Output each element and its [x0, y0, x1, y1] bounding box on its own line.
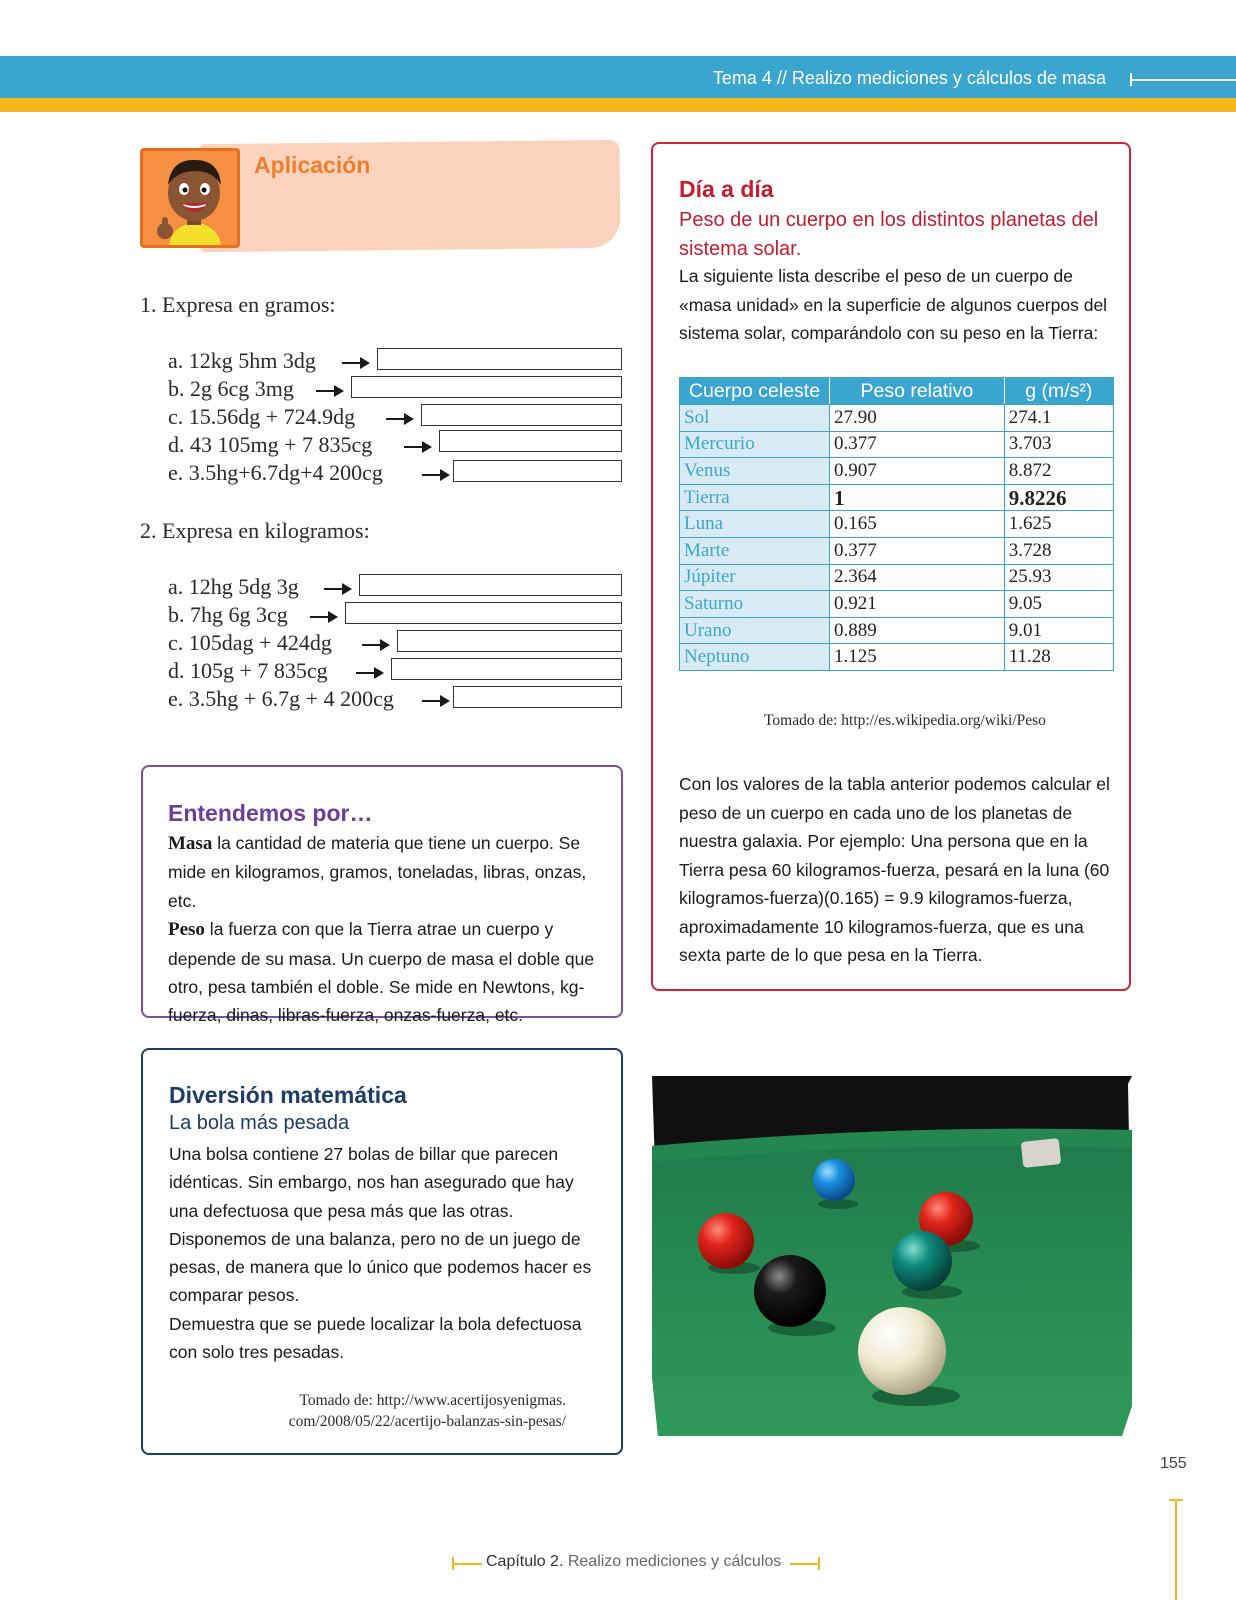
source-line: com/2008/05/22/acertijo-balanzas-sin-pesas/	[288, 1413, 566, 1430]
exercise-1e: e. 3.5hg+6.7dg+4 200cg	[168, 460, 383, 485]
source-line: Tomado de: http://www.acertijosyenigmas.	[299, 1392, 566, 1409]
arrow-icon	[386, 418, 412, 420]
table-header-cell: g (m/s²)	[1004, 378, 1113, 405]
exercise-1c: c. 15.56dg + 724.9dg	[168, 404, 356, 429]
exercise-2c: c. 105dag + 424dg	[168, 630, 332, 655]
answer-box-2b[interactable]	[345, 602, 622, 624]
planet-name-cell: Venus	[680, 458, 830, 485]
table-row	[680, 564, 1114, 591]
table-row	[680, 537, 1114, 564]
answer-box-2c[interactable]	[397, 630, 622, 652]
peso-term: Peso	[168, 919, 205, 941]
diversion-paragraph: Disponemos de una balanza, pero no de un juego de pesas, de manera que lo único que podemos hacer es comparar pesos.	[169, 1228, 592, 1306]
planet-name-cell: Luna	[680, 511, 830, 538]
exercise-2-prompt: 2. Expresa en kilogramos:	[140, 518, 370, 543]
diversion-paragraph: Una bolsa contiene 27 bolas de billar que parecen idénticas. Sin embargo, nos han asegurado que hay una defectuosa que pesa más que las otras.	[169, 1144, 574, 1221]
arrow-icon	[404, 446, 430, 448]
relative-weight-cell: 1	[830, 484, 1005, 511]
exercise-2a: a. 12hg 5dg 3g	[168, 574, 299, 599]
diversion-title: Diversión matemática	[169, 1082, 407, 1108]
diversion-text	[169, 1140, 599, 1366]
arrow-icon	[356, 672, 382, 674]
planet-name-cell: Marte	[680, 537, 830, 564]
relative-weight-cell: 0.921	[830, 591, 1005, 618]
table-header-cell: Peso relativo	[830, 378, 1005, 405]
planet-name-cell: Saturno	[680, 591, 830, 618]
table-row	[680, 511, 1114, 538]
side-rule	[1175, 1500, 1177, 1600]
answer-box-1e[interactable]	[453, 460, 622, 482]
table-row	[680, 484, 1114, 511]
planet-name-cell: Sol	[680, 405, 830, 432]
relative-weight-cell: 2.364	[830, 564, 1005, 591]
planet-name-cell: Júpiter	[680, 564, 830, 591]
gravity-cell: 274.1	[1004, 405, 1113, 432]
exercise-1a: a. 12kg 5hm 3dg	[168, 348, 316, 373]
gravity-cell: 25.93	[1004, 564, 1113, 591]
gravity-cell: 1.625	[1004, 511, 1113, 538]
table-row	[680, 591, 1114, 618]
arrow-icon	[342, 362, 368, 364]
exercise-1b: b. 2g 6cg 3mg	[168, 376, 294, 401]
aplicacion-title: Aplicación	[254, 152, 371, 178]
planet-name-cell: Tierra	[680, 484, 830, 511]
planet-weight-table	[679, 377, 1114, 671]
gravity-cell: 9.01	[1004, 617, 1113, 644]
table-header-cell: Cuerpo celeste	[680, 378, 830, 405]
table-row	[680, 458, 1114, 485]
table-row	[680, 405, 1114, 432]
exercise-1-prompt: 1. Expresa en gramos:	[140, 292, 336, 317]
student-avatar-icon	[140, 148, 240, 248]
exercise-2d: d. 105g + 7 835cg	[168, 658, 328, 683]
relative-weight-cell: 27.90	[830, 405, 1005, 432]
planet-name-cell: Neptuno	[680, 644, 830, 671]
gravity-cell: 8.872	[1004, 458, 1113, 485]
dia-a-dia-intro: La siguiente lista describe el peso de un cuerpo de «masa unidad» en la superficie de algunos cuerpos del sistema solar, comparándolo con su peso en la Tierra:	[679, 266, 1108, 343]
table-row	[680, 431, 1114, 458]
header-band-yellow	[0, 98, 1236, 112]
dia-a-dia-source: Tomado de: http://es.wikipedia.org/wiki/Peso	[764, 712, 1046, 729]
gravity-cell: 3.703	[1004, 431, 1113, 458]
relative-weight-cell: 0.907	[830, 458, 1005, 485]
dia-a-dia-body: Con los valores de la tabla anterior podemos calcular el peso de un cuerpo en cada uno de los planetas de nuestra galaxia. Por ejemplo: Una persona que en la Tierra pesa 60 kilogramos-fuerza, pesará en la luna (60 kilogramos-fuerza)(0.165) = 9.9 kilogramos-fuerza, aproximadamente 10 kilogramos-fuerza, que es una sexta parte de lo que pesa en la Tierra.	[679, 774, 1110, 965]
relative-weight-cell: 0.165	[830, 511, 1005, 538]
gravity-cell: 9.05	[1004, 591, 1113, 618]
planet-name-cell: Mercurio	[680, 431, 830, 458]
gravity-cell: 3.728	[1004, 537, 1113, 564]
answer-box-2a[interactable]	[359, 574, 622, 596]
answer-box-1c[interactable]	[421, 404, 622, 426]
table-row	[680, 644, 1114, 671]
arrow-icon	[422, 700, 448, 702]
gravity-cell: 11.28	[1004, 644, 1113, 671]
planet-name-cell: Urano	[680, 617, 830, 644]
answer-box-2d[interactable]	[391, 658, 622, 680]
entendemos-text	[168, 829, 608, 1030]
table-header-row	[680, 378, 1114, 405]
arrow-icon	[362, 644, 388, 646]
footer-rule-left	[452, 1563, 482, 1565]
exercise-2e: e. 3.5hg + 6.7g + 4 200cg	[168, 686, 394, 711]
diversion-source	[289, 1390, 566, 1432]
relative-weight-cell: 0.889	[830, 617, 1005, 644]
arrow-icon	[310, 616, 336, 618]
answer-box-1d[interactable]	[439, 430, 622, 452]
exercise-2b: b. 7hg 6g 3cg	[168, 602, 288, 627]
dia-a-dia-title: Día a día	[679, 176, 774, 202]
masa-term: Masa	[168, 833, 213, 854]
footer-rule-tick	[818, 1557, 820, 1570]
table-row	[680, 617, 1114, 644]
arrow-icon	[324, 588, 350, 590]
relative-weight-cell: 0.377	[830, 431, 1005, 458]
arrow-icon	[422, 474, 448, 476]
footer-rule-right	[790, 1563, 820, 1565]
header-rule	[1132, 79, 1236, 81]
relative-weight-cell: 1.125	[830, 644, 1005, 671]
relative-weight-cell: 0.377	[830, 537, 1005, 564]
diversion-subtitle: La bola más pesada	[169, 1112, 350, 1134]
dia-a-dia-subtitle: Peso de un cuerpo en los distintos planetas del sistema solar.	[679, 209, 1099, 260]
topic-title: Tema 4 // Realizo mediciones y cálculos de masa	[712, 68, 1106, 88]
peso-definition: la fuerza con que la Tierra atrae un cuerpo y depende de su masa. Un cuerpo de masa el doble que otro, pesa también el doble. Se mide en Newtons, kg-fuerza, dinas, libras-fuerza, onzas-fuerza, etc.	[168, 919, 595, 1026]
gravity-cell: 9.8226	[1004, 484, 1113, 511]
arrow-icon	[316, 390, 342, 392]
answer-box-2e[interactable]	[453, 686, 622, 708]
diversion-paragraph: Demuestra que se puede localizar la bola defectuosa con solo tres pesadas.	[169, 1313, 582, 1363]
chapter-footer	[486, 1553, 781, 1571]
masa-definition: la cantidad de materia que tiene un cuerpo. Se mide en kilogramos, gramos, toneladas, libras, onzas, etc.	[168, 833, 587, 911]
billiard-balls-photo	[652, 1076, 1132, 1436]
entendemos-title: Entendemos por…	[168, 800, 373, 826]
chapter-label: Capítulo 2.	[486, 1553, 564, 1570]
page-number: 155	[1160, 1455, 1187, 1472]
exercise-1d: d. 43 105mg + 7 835cg	[168, 432, 373, 457]
answer-box-1b[interactable]	[351, 376, 622, 398]
answer-box-1a[interactable]	[377, 348, 622, 370]
chapter-title: Realizo mediciones y cálculos	[563, 1553, 782, 1570]
